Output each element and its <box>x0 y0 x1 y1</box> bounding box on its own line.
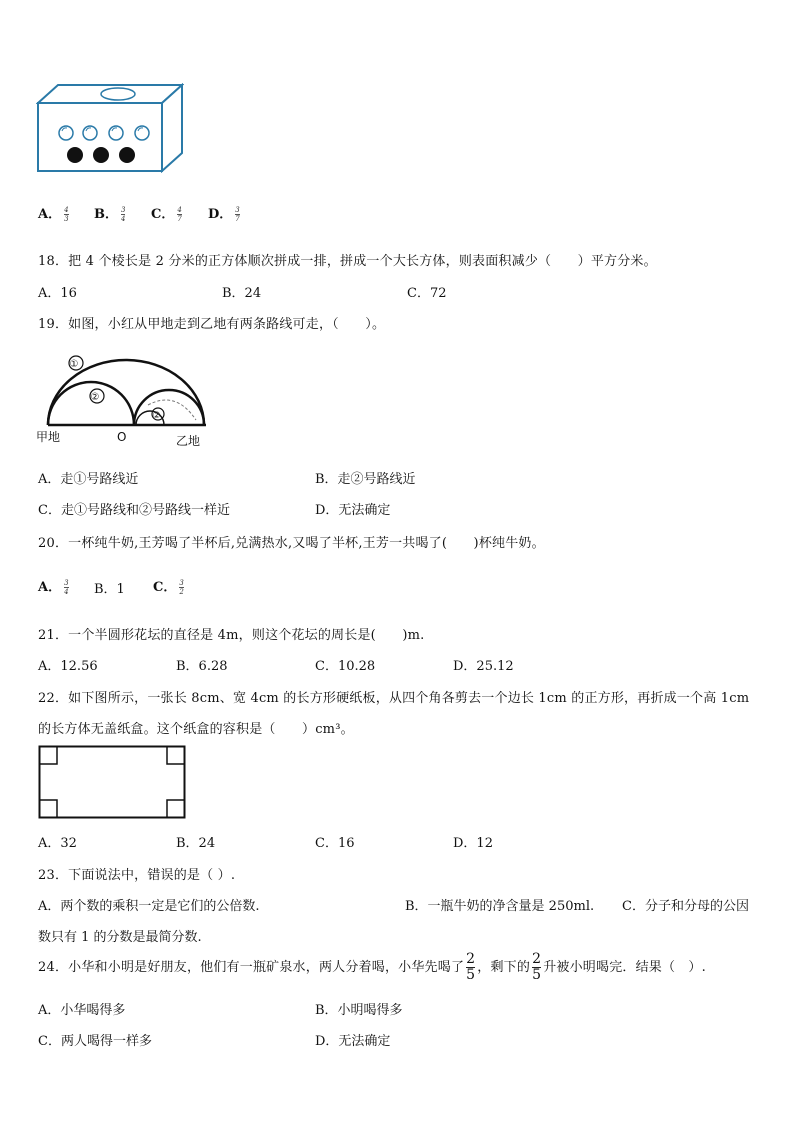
cardboard-figure <box>38 745 186 819</box>
q20-option-c[interactable]: C． $\frac{3}{2}$ <box>153 579 184 596</box>
fraction: $\frac{4}{3}$ <box>64 206 69 223</box>
fraction: $\frac{3}{4}$ <box>64 579 69 596</box>
q19-text: 19．如图，小红从甲地走到乙地有两条路线可走，（ ）。 <box>38 317 386 332</box>
q18-option-c[interactable]: C．72 <box>407 286 447 301</box>
q24-text: 24．小华和小明是好朋友，他们有一瓶矿泉水，两人分着喝，小华先喝了 $\frac{2}{5}$ ，剩下的 $\frac{2}{5}$ 升被小明喝完．结果（ ）. <box>38 951 706 983</box>
q24-option-d[interactable]: D．无法确定 <box>315 1034 391 1049</box>
q19-option-c[interactable]: C．走①号路线和②号路线一样近 <box>38 503 230 518</box>
q20-option-a[interactable]: A． $\frac{3}{4}$ <box>38 579 69 596</box>
route2b-label: ② <box>152 411 161 421</box>
q17-option-b[interactable]: B． $\frac{3}{4}$ <box>94 206 126 223</box>
q17-option-d[interactable]: D． $\frac{3}{7}$ <box>208 206 240 223</box>
fraction: $\frac{2}{5}$ <box>466 951 476 983</box>
q20-text: 20．一杯纯牛奶,王芳喝了半杯后,兑满热水,又喝了半杯,王芳一共喝了( )杯纯牛奶。 <box>38 536 545 551</box>
q22-option-a[interactable]: A．32 <box>38 836 77 851</box>
q24-option-b[interactable]: B．小明喝得多 <box>315 1003 403 1018</box>
fraction: $\frac{4}{7}$ <box>177 206 182 223</box>
q24-option-c[interactable]: C．两人喝得一样多 <box>38 1034 152 1049</box>
q21-option-c[interactable]: C．10.28 <box>315 659 376 674</box>
q23-option-b[interactable]: B．一瓶牛奶的净含量是 250ml. <box>405 899 595 914</box>
q22-option-b[interactable]: B．24 <box>176 836 216 851</box>
q17-option-c[interactable]: C． $\frac{4}{7}$ <box>151 206 182 223</box>
q22-text-line2: 的长方体无盖纸盒。这个纸盒的容积是（ ）cm³。 <box>38 722 354 737</box>
fraction: $\frac{3}{4}$ <box>121 206 126 223</box>
q21-option-b[interactable]: B．6.28 <box>176 659 228 674</box>
q23-option-a[interactable]: A．两个数的乘积一定是它们的公倍数. <box>38 899 260 914</box>
box-figure <box>36 83 184 173</box>
q18-option-a[interactable]: A．16 <box>38 286 77 301</box>
fraction: $\frac{2}{5}$ <box>532 951 542 983</box>
q21-option-d[interactable]: D．25.12 <box>453 659 514 674</box>
fraction: $\frac{3}{7}$ <box>235 206 240 223</box>
center-label: O <box>117 430 127 444</box>
start-label: 甲地 <box>36 430 61 444</box>
q19-option-d[interactable]: D．无法确定 <box>315 503 391 518</box>
q18-text: 18．把 4 个棱长是 2 分米的正方体顺次拼成一排，拼成一个大长方体，则表面积减少（ ）平方分米。 <box>38 254 657 269</box>
q22-option-d[interactable]: D．12 <box>453 836 493 851</box>
q21-option-a[interactable]: A．12.56 <box>38 659 98 674</box>
route-figure <box>36 350 211 450</box>
q23-text: 23．下面说法中，错误的是（ ）. <box>38 868 236 883</box>
q24-option-a[interactable]: A．小华喝得多 <box>38 1003 126 1018</box>
q23-option-c-line1[interactable]: C．分子和分母的公因 <box>622 899 749 914</box>
q19-option-a[interactable]: A．走①号路线近 <box>38 472 139 487</box>
q17-option-a[interactable]: A． $\frac{4}{3}$ <box>38 206 69 223</box>
fraction: $\frac{3}{2}$ <box>179 579 184 596</box>
q18-option-b[interactable]: B．24 <box>222 286 262 301</box>
q19-option-b[interactable]: B．走②号路线近 <box>315 472 416 487</box>
q21-text: 21．一个半圆形花坛的直径是 4m，则这个花坛的周长是( )m. <box>38 628 425 643</box>
route2-label: ② <box>90 392 100 403</box>
end-label: 乙地 <box>176 434 201 448</box>
q23-option-c-line2[interactable]: 数只有 1 的分数是最简分数. <box>38 930 202 945</box>
q22-text-line1: 22．如下图所示，一张长 8cm、宽 4cm 的长方形硬纸板，从四个角各剪去一个边长 1cm 的正方形，再折成一个高 1cm <box>38 691 750 706</box>
route1-label: ① <box>69 359 79 370</box>
q20-option-b[interactable]: B．1 <box>94 582 125 597</box>
q22-option-c[interactable]: C．16 <box>315 836 355 851</box>
